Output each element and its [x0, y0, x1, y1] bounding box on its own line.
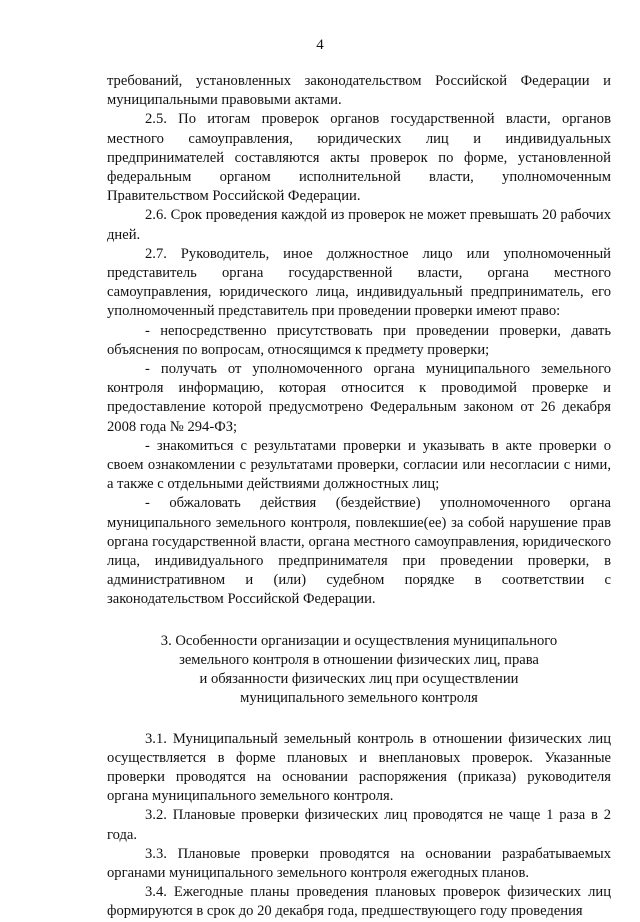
list-item-attend: - непосредственно присутствовать при проведении проверки, давать объяснения по вопросам, относящимся к предмету проверки; — [107, 322, 611, 358]
paragraph-3-1: 3.1. Муниципальный земельный контроль в отношении физических лиц осуществляется в форме плановых и внеплановых проверок. Указанные проверки проводятся на основании распоряжения (приказа) руководителя органа муниципального земельного контроля. — [107, 730, 611, 805]
section-heading-line: земельного контроля в отношении физических лиц, права — [179, 651, 539, 668]
page-number: 4 — [316, 37, 324, 53]
section-heading-line: муниципального земельного контроля — [240, 690, 478, 707]
paragraph-2-6: 2.6. Срок проведения каждой из проверок не может превышать 20 рабочих дней. — [107, 207, 611, 243]
section-heading — [107, 632, 611, 709]
section-heading-line: 3. Особенности организации и осуществления муниципального — [160, 632, 558, 649]
paragraph-2-7: 2.7. Руководитель, иное должностное лицо или уполномоченный представитель органа государственной власти, органа местного самоуправления, юридического лица, индивидуальный предприниматель, его уполномоченный представитель при проведении проверки имеют право: — [107, 245, 611, 320]
document-body — [107, 72, 611, 922]
list-item-receive-info: - получать от уполномоченного органа муниципального земельного контроля информацию, которая относится к проводимой проверке и предоставление которой предусмотрено Федеральным законом от 26 декабря 2008 года № 294-ФЗ; — [107, 361, 611, 435]
paragraph-3-4: 3.4. Ежегодные планы проведения плановых проверок физических лиц формируются в срок до 20 декабря года, предшествующего году проведения — [107, 884, 611, 920]
section-heading-line: и обязанности физических лиц при осуществлении — [199, 671, 519, 688]
paragraph-3-3: 3.3. Плановые проверки проводятся на основании разрабатываемых органами муниципального земельного контроля ежегодных планов. — [107, 845, 611, 881]
paragraph-2-5: 2.5. По итогам проверок органов государственной власти, органов местного самоуправления, юридических лиц и индивидуальных предпринимателей составляются акты проверок по форме, установленной федеральным органом исполнительной власти, уполномоченным Правительством Российской Федерации. — [107, 111, 611, 205]
list-item-review-results: - знакомиться с результатами проверки и указывать в акте проверки о своем ознакомлении с результатами проверки, согласии или несогласии с ними, а также с отдельными действиями должностных лиц; — [107, 437, 611, 493]
paragraph-continuation: требований, установленных законодательством Российской Федерации и муниципальными правовыми актами. — [107, 73, 611, 109]
list-item-appeal: - обжаловать действия (бездействие) уполномоченного органа муниципального земельного контроля, повлекшие(ее) за собой нарушение прав органа государственной власти, органа местного самоуправления, юридического лица, индивидуального предпринимателя при проведении проверки, в административном и (или) судебном порядке в соответствии с законодательством Российской Федерации. — [107, 495, 611, 608]
paragraph-3-2: 3.2. Плановые проверки физических лиц проводятся не чаще 1 раза в 2 года. — [107, 807, 611, 843]
